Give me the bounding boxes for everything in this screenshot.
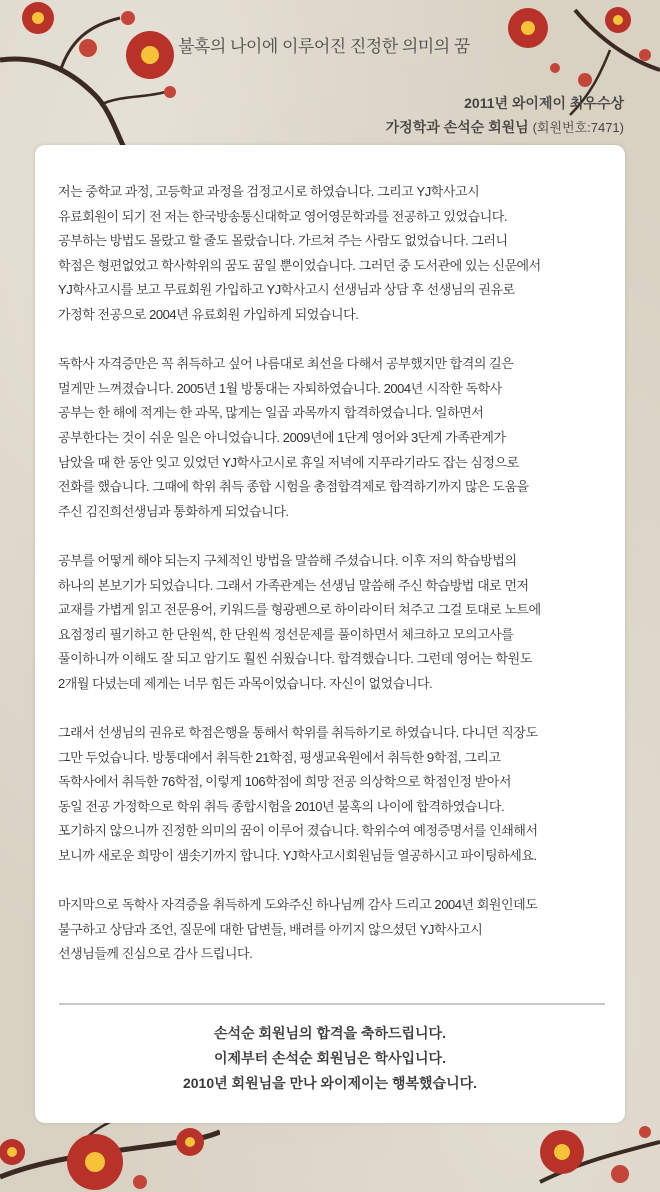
- blossom-icon: [22, 2, 176, 98]
- divider: [59, 1003, 605, 1005]
- member-number: (회원번호:7471): [532, 120, 624, 135]
- award-title: 2011년 와이제이 최우수상: [464, 95, 624, 111]
- body-paragraph: 공부를 어떻게 해야 되는지 구체적인 방법을 말씀해 주셨습니다. 이후 저의 학습방법의 하나의 본보기가 되었습니다. 그래서 가족관계는 선생님 말씀해 주신 학습방법 대로 먼저 교재를 가볍게 읽고 전문용어, 키워드를 형광펜으로 하이라이터 쳐주고 그걸 토대로 노트에 요점정리 필기하고 한 단원씩, 한 단원씩 정선문제를 풀이하면서 체크하고 모의고사를 풀이하니까 이해도 잘 되고 암기도 훨씬 쉬웠습니다. 합격했습니다. 그런데 영어는 학원도 2개월 다녔는데 제게는 너무 힘든 과목이었습니다. 자신이 없었습니다.: [58, 552, 541, 691]
- closing-message: [35, 1021, 625, 1096]
- closing-line: 손석순 회원님의 합격을 축하드립니다.: [214, 1025, 446, 1041]
- closing-line: 2010년 회원님을 만나 와이제이는 행복했습니다.: [182, 1075, 478, 1091]
- testimonial-body: [58, 180, 613, 992]
- body-paragraph: 마지막으로 독학사 자격증을 취득하게 도와주신 하나님께 감사 드리고 2004년 회원인데도 불구하고 상담과 조언, 질문에 대한 답변들, 배려를 아끼지 않으셨던 YJ학사고시 선생님들께 진심으로 감사 드립니다.: [58, 897, 538, 962]
- blossom-icon: [508, 7, 651, 87]
- author-name: 가정학과 손석순 회원님: [385, 119, 529, 135]
- content-card: [35, 145, 625, 1123]
- author-line: [386, 117, 624, 137]
- body-paragraph: 그래서 선생님의 권유로 학점은행을 통해서 학위를 취득하기로 하였습니다. 다니던 직장도 그만 두었습니다. 방통대에서 취득한 21학점, 평생교육원에서 취득한 9학점, 그리고 독학사에서 취득한 76학점, 이렇게 106학점에 희망 전공 의상학으로 학점인정 받아서 동일 전공 가정학으로 학위 취득 종합시험을 2010년 불혹의 나이에 합격하였습니다. 포기하지 않으니까 진정한 의미의 꿈이 이루어 졌습니다. 학위수여 예정증명서를 인쇄해서 보니까 새로운 희망이 샘솟기까지 합니다. YJ학사고시회원님들 열공하시고 파이팅하세요.: [58, 725, 538, 864]
- blossom-icon: [0, 1128, 204, 1190]
- closing-line: 이제부터 손석순 회원님은 학사입니다.: [214, 1050, 446, 1066]
- body-paragraph: 독학사 자격증만은 꼭 취득하고 싶어 나름대로 최선을 다해서 공부했지만 합격의 길은 멀게만 느껴졌습니다. 2005년 1월 방통대는 자퇴하였습니다. 2004년 시작한 독학사 공부는 한 해에 적게는 한 과목, 많게는 일곱 과목까지 합격하였습니다. 일하면서 공부한다는 것이 쉬운 일은 아니었습니다. 2009년에 1단계 영어와 3단계 가족관계가 남았을 때 한 동안 잊고 있었던 YJ학사고시로 휴일 저녁에 지푸라기라도 잡는 심정으로 전화를 했습니다. 그때에 학위 취득 종합 시험을 총점합격제로 합격하기까지 많은 도움을 주신 김진희선생님과 통화하게 되었습니다.: [58, 356, 529, 519]
- body-paragraph: 저는 중학교 과정, 고등학교 과정을 검정고시로 하였습니다. 그리고 YJ학사고시 유료회원이 되기 전 저는 한국방송통신대학교 영어영문학과를 전공하고 있었습니다. 공부하는 방법도 몰랐고 할 줄도 몰랐습니다. 가르쳐 주는 사람도 없었습니다. 그러니 학점은 형편없었고 학사학위의 꿈도 꿈일 뿐이었습니다. 그러던 중 도서관에 있는 신문에서 YJ학사고시를 보고 무료회원 가입하고 YJ학사고시 선생님과 상담 후 선생님의 권유로 가정학 전공으로 2004년 유료회원 가입하게 되었습니다.: [58, 184, 541, 322]
- page-title: 불혹의 나이에 이루어진 진정한 의미의 꿈: [178, 37, 470, 56]
